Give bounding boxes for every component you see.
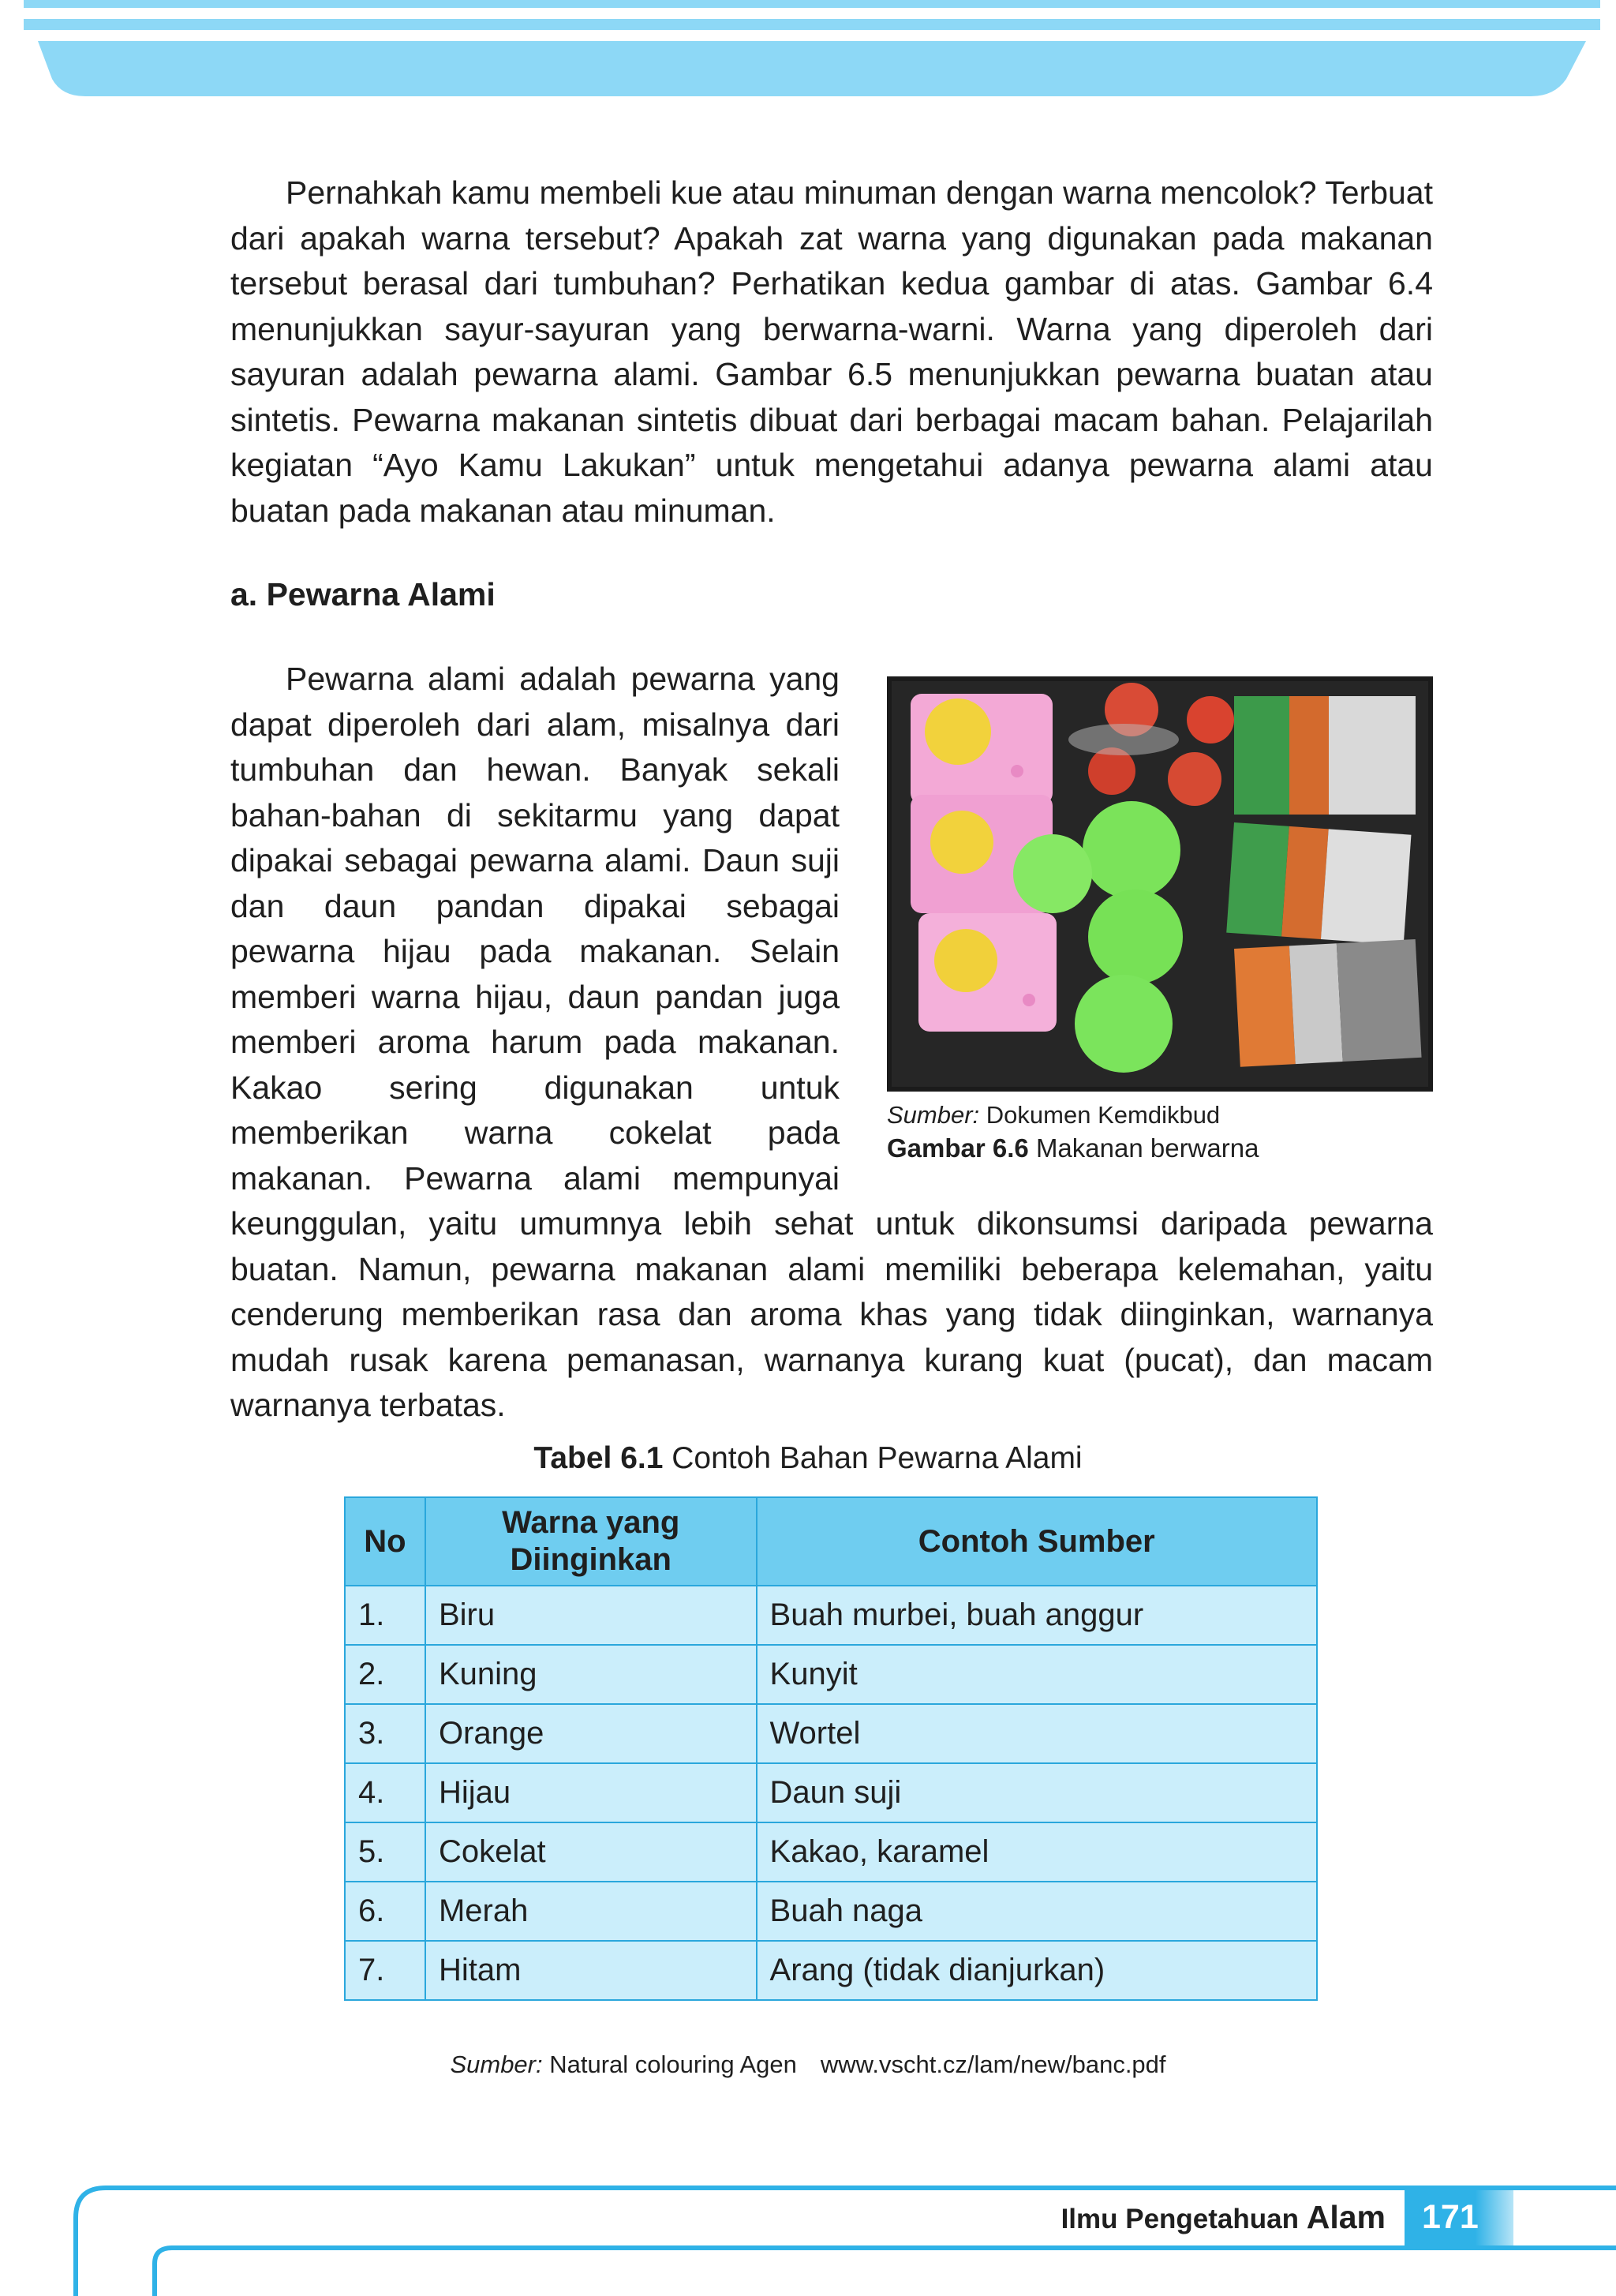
cell-color: Hitam — [425, 1941, 757, 2000]
cell-no: 6. — [345, 1882, 425, 1941]
table-row — [345, 1822, 1317, 1882]
food-photo — [887, 676, 1433, 1092]
section-heading: a. Pewarna Alami — [230, 576, 496, 612]
figure-caption — [887, 1131, 1433, 1166]
footer-subject — [1061, 2199, 1386, 2236]
cell-source: Daun suji — [757, 1763, 1317, 1822]
cell-source: Wortel — [757, 1704, 1317, 1763]
table-source-url: www.vscht.cz/lam/new/banc.pdf — [820, 2051, 1166, 2078]
cell-source: Kunyit — [757, 1645, 1317, 1704]
figure-6-6 — [887, 676, 1433, 1166]
page-number: 171 — [1405, 2186, 1513, 2248]
table-header-row — [345, 1497, 1317, 1586]
intro-paragraph: Pernahkah kamu membeli kue atau minuman dengan warna mencolok? Terbuat dari apakah warna tersebut? Apakah zat warna yang digunakan pada makanan tersebut berasal dari tumbuhan? Perhatikan kedua gambar di atas. Gambar 6.4 menunjukkan sayur-sayuran yang berwarna-warni. Warna yang diperoleh dari sayuran adalah pewarna alami. Gambar 6.5 menunjukkan pewarna buatan atau sintetis. Pewarna makanan sintetis dibuat dari berbagai macam bahan. Pelajarilah kegiatan “Ayo Kamu Lakukan” untuk mengetahui adanya pewarna alami atau buatan pada makanan atau minuman. — [230, 174, 1433, 529]
footer-subject-emph: Alam — [1306, 2199, 1386, 2235]
intro-section — [230, 170, 1433, 534]
footer-subject-text: Ilmu Pengetahuan — [1060, 2204, 1299, 2234]
cell-source: Arang (tidak dianjurkan) — [757, 1941, 1317, 2000]
table-row — [345, 1704, 1317, 1763]
cell-no: 4. — [345, 1763, 425, 1822]
table-row — [345, 1586, 1317, 1645]
cell-no: 7. — [345, 1941, 425, 2000]
table-row — [345, 1941, 1317, 2000]
header-no: No — [345, 1497, 425, 1586]
table-title — [0, 1441, 1616, 1476]
cell-color: Hijau — [425, 1763, 757, 1822]
table-source-label: Sumber: — [450, 2051, 543, 2078]
cell-no: 2. — [345, 1645, 425, 1704]
table-row — [345, 1645, 1317, 1704]
layered-cakes — [1226, 696, 1421, 1067]
figure-source-text: Dokumen Kemdikbud — [986, 1101, 1221, 1129]
cell-color: Cokelat — [425, 1822, 757, 1882]
figure-caption-text: Makanan berwarna — [1035, 1133, 1259, 1163]
cell-no: 1. — [345, 1586, 425, 1645]
cell-source: Buah naga — [757, 1882, 1317, 1941]
cell-source: Buah murbei, buah anggur — [757, 1586, 1317, 1645]
cell-color: Biru — [425, 1586, 757, 1645]
table-title-label: Tabel 6.1 — [533, 1441, 664, 1475]
figure-source — [887, 1099, 1433, 1131]
cell-no: 3. — [345, 1704, 425, 1763]
natural-dye-section — [230, 657, 1433, 1429]
top-decorative-band — [0, 0, 1616, 103]
cell-color: Orange — [425, 1704, 757, 1763]
table-source-text: Natural colouring Agen — [549, 2051, 797, 2078]
header-source: Contoh Sumber — [757, 1497, 1317, 1586]
natural-dye-paragraph: Pewarna alami adalah pewarna yang dapat diperoleh dari alam, misalnya dari tumbuhan dan hewan. Banyak sekali bahan-bahan di sekitarmu yang dapat dipakai sebagai pewarna alami. Daun suji dan daun pandan dipakai sebagai pewarna hijau pada makanan. Selain memberi warna hijau, daun pandan juga memberi aroma harum pada makanan. Kakao sering digunakan untuk memberikan warna cokelat pada makanan. Pewarna alami mempunyai keunggulan, yaitu umumnya lebih sehat untuk dikonsumsi daripada pewarna buatan. Namun, pewarna makanan alami memiliki beberapa kelemahan, yaitu cenderung memberikan rasa dan aroma khas yang tidak diinginkan, warnanya mudah rusak karena pemanasan, warnanya kurang kuat (pucat), dan macam warnanya terbatas. — [230, 661, 1433, 1423]
cell-color: Merah — [425, 1882, 757, 1941]
table-row — [345, 1763, 1317, 1822]
table-row — [345, 1882, 1317, 1941]
cell-source: Kakao, karamel — [757, 1822, 1317, 1882]
figure-source-label: Sumber: — [887, 1101, 980, 1129]
table-source — [0, 2051, 1616, 2079]
table-title-text: Contoh Bahan Pewarna Alami — [671, 1441, 1083, 1475]
header-color-text: Warna yang Diinginkan — [502, 1505, 680, 1577]
figure-caption-label: Gambar 6.6 — [887, 1133, 1029, 1163]
natural-dye-table — [344, 1496, 1318, 2001]
header-color — [425, 1497, 757, 1586]
cell-color: Kuning — [425, 1645, 757, 1704]
cell-no: 5. — [345, 1822, 425, 1882]
